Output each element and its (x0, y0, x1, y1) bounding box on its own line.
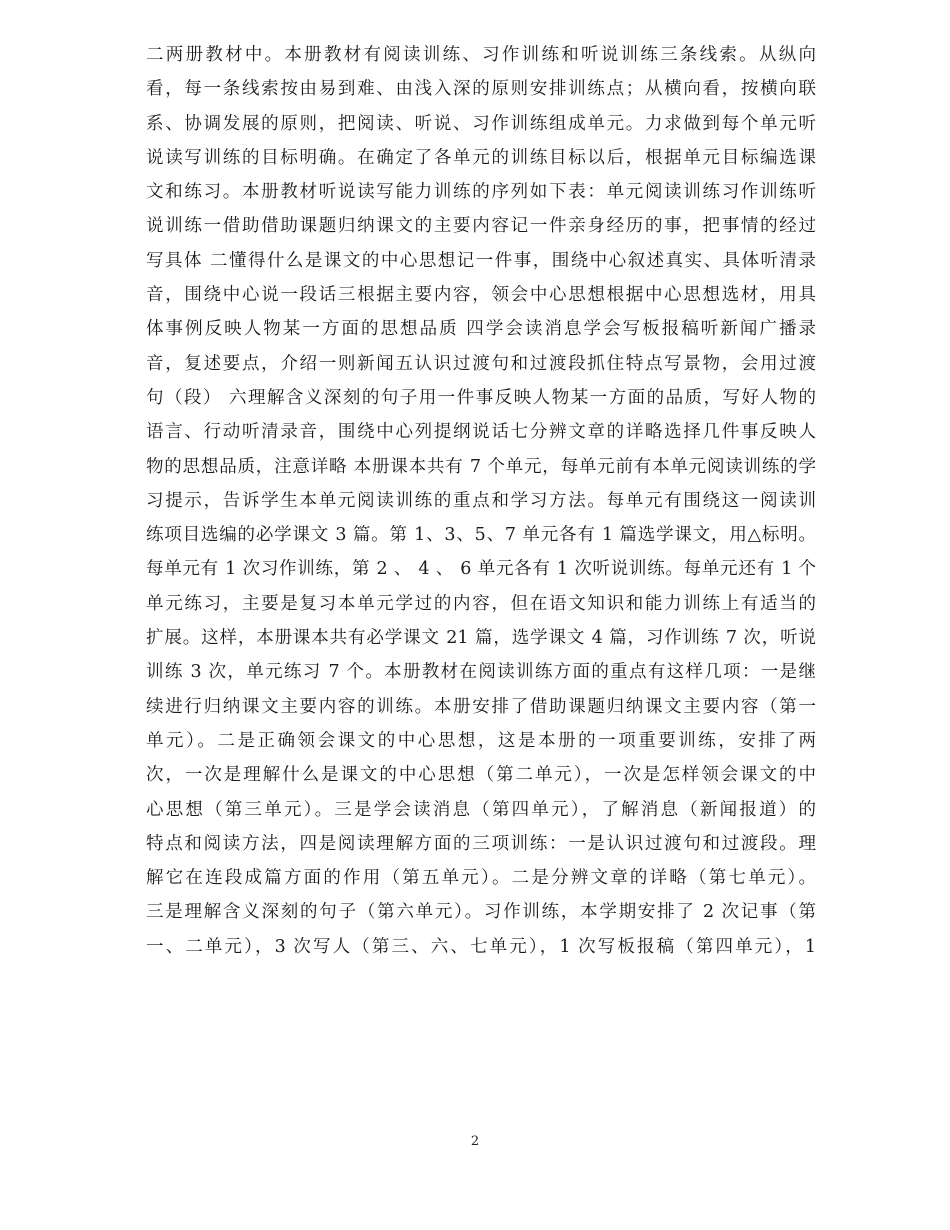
text-line: 语言、行动听清录音，围绕中心列提纲说话七分辨文章的详略选择几件事反映人 (146, 422, 816, 443)
text-line: 音，复述要点，介绍一则新闻五认识过渡句和过渡段抓住特点写景物，会用过渡 (146, 353, 816, 374)
text-line: 三是理解含义深刻的句子（第六单元）。习作训练，本学期安排了 2 次记事（第 (146, 902, 816, 923)
text-line: 说训练一借助借助课题归纳课文的主要内容记一件亲身经历的事，把事情的经过 (146, 216, 816, 237)
text-line: 扩展。这样，本册课本共有必学课文 21 篇，选学课文 4 篇，习作训练 7 次，听说 (146, 628, 816, 649)
body-text (146, 38, 816, 964)
text-line: 续进行归纳课文主要内容的训练。本册安排了借助课题归纳课文主要内容（第一 (146, 696, 816, 717)
text-line: 二两册教材中。本册教材有阅读训练、习作训练和听说训练三条线索。从纵向 (146, 45, 816, 65)
text-line: 写具体 二懂得什么是课文的中心思想记一件事，围绕中心叙述真实、具体听清录 (146, 250, 816, 271)
text-line: 说读写训练的目标明确。在确定了各单元的训练目标以后，根据单元目标编选课 (146, 147, 816, 168)
text-line: 单元练习，主要是复习本单元学过的内容，但在语文知识和能力训练上有适当的 (146, 593, 816, 614)
text-line: 一、二单元），3 次写人（第三、六、七单元），1 次写板报稿（第四单元），1 (146, 936, 816, 957)
text-line: 系、协调发展的原则，把阅读、听说、习作训练组成单元。力求做到每个单元听 (146, 113, 816, 134)
text-line: 物的思想品质，注意详略 本册课本共有 7 个单元，每单元前有本单元阅读训练的学 (146, 456, 816, 477)
text-line: 看，每一条线索按由易到难、由浅入深的原则安排训练点；从横向看，按横向联 (146, 79, 816, 100)
page-number: 2 (470, 1134, 480, 1149)
text-line: 单元）。二是正确领会课文的中心思想，这是本册的一项重要训练，安排了两 (146, 730, 816, 751)
text-line: 每单元有 1 次习作训练，第 2 、 4 、 6 单元各有 1 次听说训练。每单元还有 1 个 (146, 559, 816, 580)
text-line: 训练 3 次，单元练习 7 个。本册教材在阅读训练方面的重点有这样几项：一是继 (146, 662, 816, 683)
text-line: 体事例反映人物某一方面的思想品质 四学会读消息学会写板报稿听新闻广播录 (146, 319, 816, 340)
text-line: 次，一次是理解什么是课文的中心思想（第二单元），一次是怎样领会课文的中 (146, 765, 816, 786)
text-line: 习提示，告诉学生本单元阅读训练的重点和学习方法。每单元有围绕这一阅读训 (146, 490, 816, 511)
text-line: 解它在连段成篇方面的作用（第五单元）。二是分辨文章的详略（第七单元）。 (146, 868, 816, 889)
text-line: 音，围绕中心说一段话三根据主要内容，领会中心思想根据中心思想选材，用具 (146, 285, 816, 306)
text-line: 练项目选编的必学课文 3 篇。第 1、3、5、7 单元各有 1 篇选学课文，用△标明。 (146, 525, 816, 546)
text-line: 心思想（第三单元）。三是学会读消息（第四单元），了解消息（新闻报道）的 (146, 799, 816, 820)
text-line: 文和练习。本册教材听说读写能力训练的序列如下表：单元阅读训练习作训练听 (146, 182, 816, 203)
text-line: 句（段） 六理解含义深刻的句子用一件事反映人物某一方面的品质，写好人物的 (146, 387, 816, 408)
text-line: 特点和阅读方法，四是阅读理解方面的三项训练：一是认识过渡句和过渡段。理 (146, 833, 816, 854)
